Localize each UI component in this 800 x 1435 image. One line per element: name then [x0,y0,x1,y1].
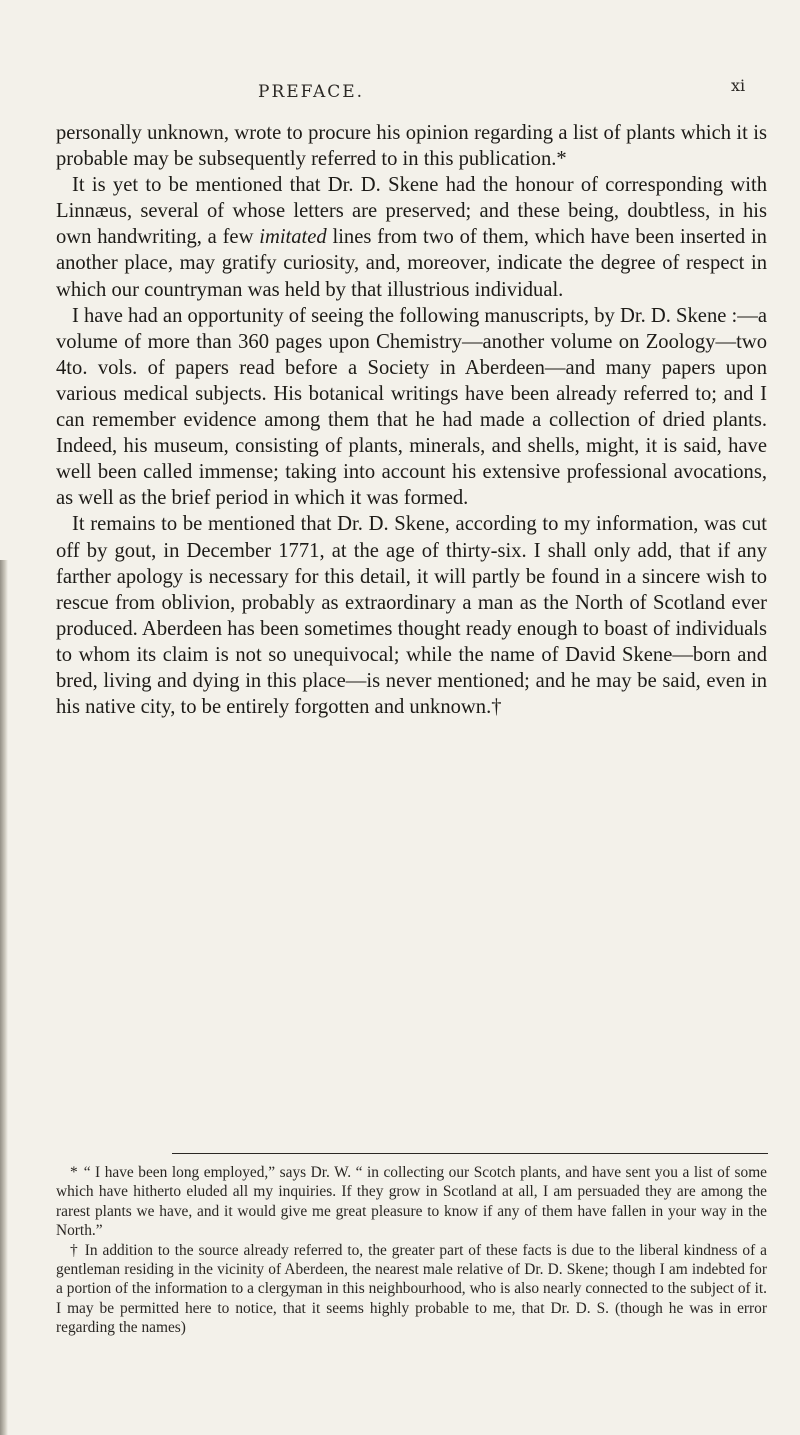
footnotes [56,1163,767,1338]
footnote-2-text: In addition to the source already referred to, the greater part of these facts is due to the liberal kindness of a gentleman residing in the vicinity of Aberdeen, the nearest male relative of Dr. D. Skene; though I am indebted for a portion of the information to a clergyman in this neighbourhood, who is also nearly connected to the subject of it. I may be permitted here to notice, that it seems highly probable to me, that Dr. D. S. (though he was in error regarding the names) [56,1241,767,1337]
footnote-2 [56,1241,767,1338]
binding-shadow [0,560,8,1435]
paragraph-3: I have had an opportunity of seeing the following manuscripts, by Dr. D. Skene :—a volume of more than 360 pages upon Chemistry—another volume on Zoology—two 4to. vols. of papers read before a Society in Aberdeen—and many papers upon various medical subjects. His botanical writings have been already referred to; and I can remember evidence among them that he had made a collection of dried plants. Indeed, his museum, consisting of plants, minerals, and shells, might, it is said, have well been called immense; taking into account his extensive professional avocations, as well as the brief period in which it was formed. [56,304,767,510]
footnote-1-text: “ I have been long employed,” says Dr. W. “ in collecting our Scotch plants, and have sent you a list of some which have hitherto eluded all my inquiries. If they grow in Scotland at all, I am persuaded they are among the rarest plants we have, and it would give me great pleasure to know if any of them have fallen in your way in the North.” [56,1164,767,1240]
paragraph-2-start: It is yet to be mentioned that Dr. D. Skene had the honour of corresponding with Linnæus, several of whose letters are preserved; and these being, doubtless, in his own handwriting, a few [56,174,767,249]
footnote-2-mark: † [70,1241,79,1259]
paragraph-2-italic: imitated [259,226,327,249]
page-header [0,76,800,106]
paragraph-1: personally unknown, wrote to procure his opinion regarding a list of plants which it is probable may be subsequently referred to in this publication.* [56,122,767,171]
body-text [56,120,767,720]
footnote-1-mark: * [70,1164,78,1181]
page-number: xi [731,76,746,95]
footnote-1 [56,1163,767,1241]
paragraph-2-end: lines from two of them, which have been inserted in another place, may gratify curiosity, and, moreover, indicate the degree of respect in which our countryman was held by that illustrious individual. [56,226,767,301]
paragraph-4: It remains to be mentioned that Dr. D. Skene, according to my information, was cut off by gout, in December 1771, at the age of thirty-six. I shall only add, that if any farther apology is necessary for this detail, it will partly be found in a sincere wish to rescue from oblivion, probably as extraordinary a man as the North of Scotland ever produced. Aberdeen has been sometimes thought ready enough to boast of individuals to whom its claim is not so unequivocal; while the name of David Skene—born and bred, living and dying in this place—is never mentioned; and he may be said, even in his native city, to be entirely forgotten and unknown.† [56,513,767,719]
footnote-rule [172,1153,768,1154]
paragraph-2 [56,172,767,302]
running-head: PREFACE. [258,82,365,102]
